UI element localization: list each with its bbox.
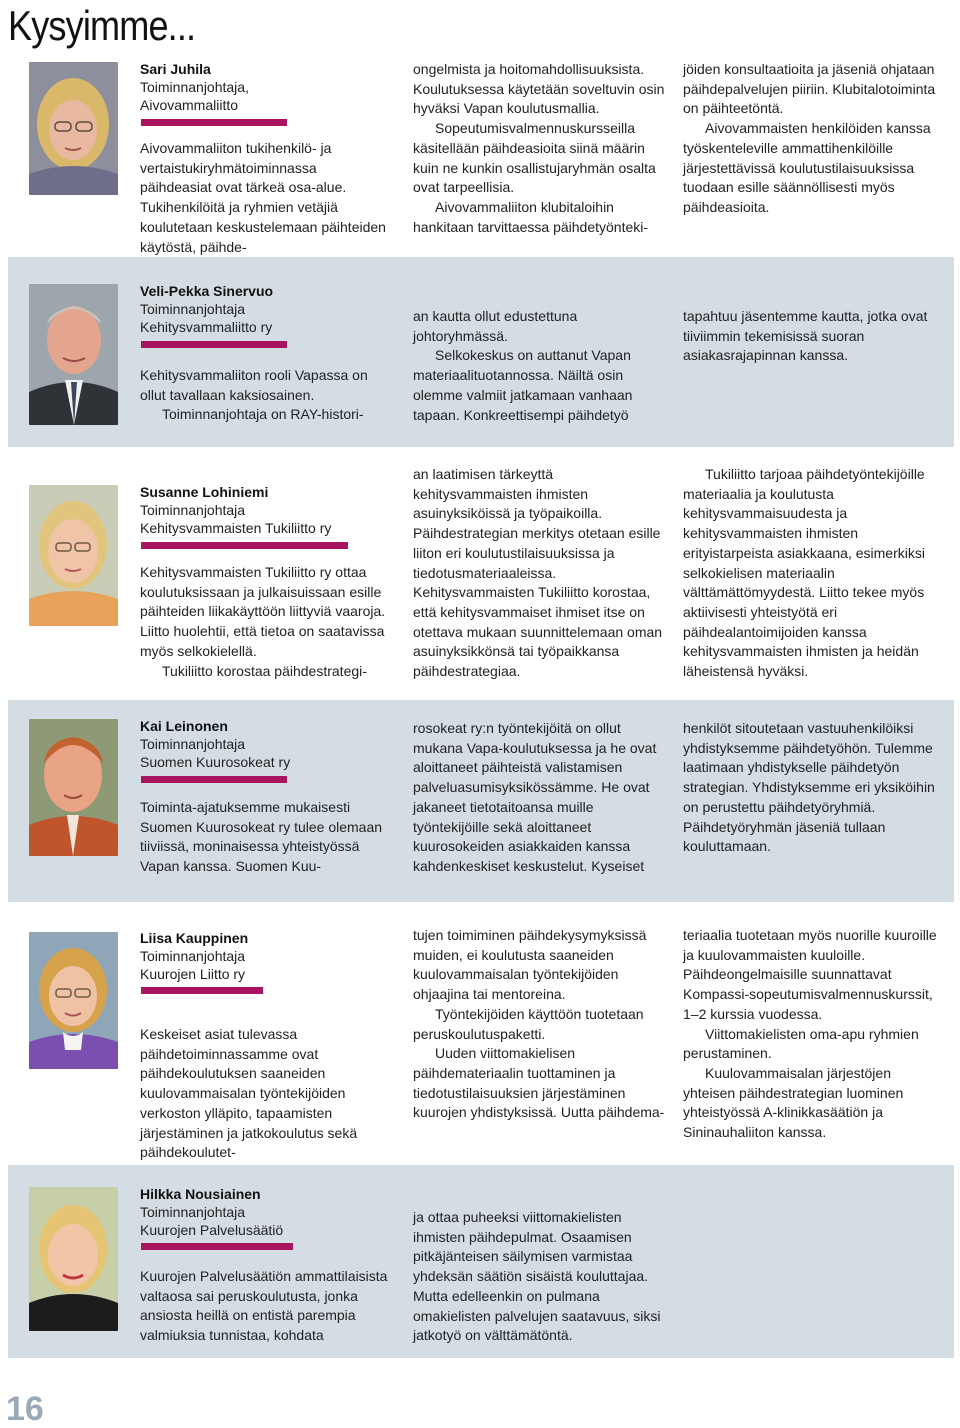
person-organization: Kuurojen Palvelusäätiö [140,1222,284,1238]
person-organization: Aivovammaliitto [140,97,239,113]
text-column-1 [140,366,392,425]
person-name: Kai Leinonen [140,718,228,734]
person-organization: Kehitysvammaisten Tukiliitto ry [140,520,332,536]
text-column-1 [140,1267,392,1346]
person-name: Hilkka Nousiainen [140,1186,261,1202]
interview-panel [8,257,954,447]
text-column-2 [413,1208,665,1346]
text-column-2 [413,926,665,1123]
paragraph: Työntekijöiden käyttöön tuotetaan peruskoulutuspaketti. [413,1005,644,1042]
text-column-1 [140,563,392,681]
accent-bar [141,119,287,126]
interview-panel [8,913,954,1161]
portrait-photo [29,719,118,856]
paragraph: an laatimisen tärkeyttä kehitysvammaisten ihmisten asuinyksiköissä ja työpaikoilla. Päihdestrategian merkitys otetaan esille liiton eri koulutustilaisuuksissa ja tiedotusmateriaaleissa. Kehitysvammaisten Tukiliitto korostaa, että kehitysvammaiset ihmiset itse on otettava mukaan suunnittelemaan oman asuinyksikkönsä tai työpaikkansa päihdestrategiaa. [413,466,663,680]
person-name: Sari Juhila [140,61,211,77]
paragraph: jöiden konsultaatioita ja jäseniä ohjataan päihdepalvelujen piiriin. Klubitalotoiminta on päihteetöntä. [683,61,936,117]
portrait-photo [29,932,118,1069]
interview-panel [8,1165,954,1358]
page-title: Kysyimme... [8,2,196,49]
paragraph: henkilöt sitoutetaan vastuuhenkilöiksi yhdistyksemme päihdetyöhön. Tulemme laatimaan yhdistykselle päihdetyön strategian. Yhdistyksemme eri yksiköihin on perustettu päihdetyöryhmiä. Päihdetyöryhmän jäseniä tullaan kouluttamaan. [683,720,935,855]
person-organization: Kuurojen Liitto ry [140,966,246,982]
person-role: Toiminnanjohtaja [140,502,246,518]
paragraph: an kautta ollut edustettuna johtoryhmässä. [413,308,578,344]
person-name: Veli-Pekka Sinervuo [140,283,274,299]
paragraph: tujen toimiminen päihdekysymyksissä muiden, ei koulutusta saaneiden kuulovammaisalan työntekijöiden ohjaajina tai mentoreina. [413,927,647,1003]
paragraph: rosokeat ry:n työntekijöitä on ollut mukana Vapa-koulutuksessa ja he ovat aloittaneet päihteistä valistamisen palveluasumisyksikössämme. He ovat jakaneet tietotaitoansa muille työntekijöille sekä aloittaneet kuurosokeiden asiakkaiden kanssa kahdenkeskiset keskustelut. Kyseiset [413,720,657,874]
text-column-2 [413,307,665,425]
person-role: Toiminnanjohtaja [140,301,246,317]
text-column-3 [683,926,945,1143]
paragraph: Kehitysvammaliiton rooli Vapassa on ollut tavallaan kaksiosainen. [140,367,368,403]
accent-bar [141,542,348,549]
text-column-3 [683,307,945,366]
text-column-2 [413,60,665,237]
portrait-photo [29,485,118,626]
paragraph: Viittomakielisten oma-apu ryhmien perustaminen. [683,1025,919,1062]
paragraph: Kuurojen Palvelusäätiön ammattilaisista valtaosa sai peruskoulutusta, jonka ansiosta heillä on entistä parempia valmiuksia tunnistaa, kohdata [140,1268,388,1344]
text-column-2 [413,719,665,877]
interview-panel [8,460,954,690]
portrait-photo [29,1187,118,1331]
paragraph: Kuulovammaisalan järjestöjen yhteisen päihdestrategian luominen yhteistyössä A-klinikkasäätiön ja Sininauhaliiton kanssa. [683,1064,904,1141]
paragraph: Aivovammaliiton klubitaloihin hankitaan tarvittaessa päihdetyönteki- [413,198,649,235]
paragraph: Toiminta-ajatuksemme mukaisesti Suomen Kuurosokeat ry tulee olemaan tiiviissä, moninaisessa yhteistyössä Vapan kanssa. Suomen Kuu- [140,799,383,875]
text-column-1 [140,139,392,257]
person-role: Toiminnanjohtaja [140,736,246,752]
paragraph: Sopeutumisvalmennuskursseilla käsitellään päihdeasioita siinä määrin kuin ne kunkin osallistujaryhmän osalta ovat tarpeellisia. [413,120,656,196]
paragraph: Tukiliitto tarjoaa päihdetyöntekijöille materiaalia ja koulutusta kehitysvammaisuudesta ja kehitysvammaisten ihmisten erityistarpeista asiakkaana, esimerkiksi selkokielisen materiaalin välttämättömyydestä. Liitto tekee myös aktiivisesti yhteistyötä eri päihdealantoimijoiden kanssa kehitysvammaisten ihmisten ja heidän läheistensä hyväksi. [683,466,925,680]
person-role: Toiminnanjohtaja [140,1204,246,1220]
text-column-1 [140,798,392,877]
page-number: 16 [6,1390,44,1428]
person-name: Liisa Kauppinen [140,930,249,946]
paragraph: ja ottaa puheeksi viittomakielisten ihmisten päihdepulmat. Osaamisen pitkäjänteisen säilymisen varmistaa yhdeksän säätiön sisäistä kouluttajaa. Mutta edelleenkin on pulmana omakielisten palvelujen saatavuus, siksi jatkotyö on välttämätöntä. [413,1209,661,1344]
person-name: Susanne Lohiniemi [140,484,269,500]
paragraph: Selkokeskus on auttanut Vapan materiaalituotannossa. Näiltä osin olemme valmiit jatkamaan vanhaan tapaan. Konkreettisempi päihdetyö [413,347,633,423]
text-column-1 [140,1025,392,1163]
person-role: Toiminnanjohtaja, [140,79,249,95]
person-organization: Kehitysvammaliitto ry [140,319,273,335]
paragraph: tapahtuu jäsentemme kautta, jotka ovat tiiviimmin tekemisissä suoran asiakasrajapinnan kanssa. [683,308,928,364]
person-organization: Suomen Kuurosokeat ry [140,754,291,770]
paragraph: Kehitysvammaisten Tukiliitto ry ottaa koulutuksissaan ja julkaisuissaan esille päihteiden liikakäyttöön liittyviä vaaroja. Liitto huolehtii, että tietoa on saatavissa myös selkokielellä. [140,564,386,659]
text-column-3 [683,465,945,682]
paragraph: Toiminnanjohtaja on RAY-histori- [162,406,364,423]
paragraph: ongelmista ja hoitomahdollisuuksista. Koulutuksessa käytetään soveltuvin osin hyväksi Vapan koulutusmallia. [413,61,665,117]
interview-panel [8,46,954,255]
accent-bar [141,341,287,348]
paragraph: Aivovammaisten henkilöiden kanssa työskenteleville ammattihenkilöille järjestettävissä koulutustilaisuuksissa tuodaan esille säännöllisesti myös päihdeasioita. [683,120,931,215]
paragraph: teriaalia tuotetaan myös nuorille kuuroille ja kuulovammaisten kuuloille. Päihdeongelmaisille suunnattavat Kompassi-sopeutumisvalmennuskurssit, 1–2 kurssia vuodessa. [683,927,937,1022]
paragraph: Tukiliitto korostaa päihdestrategi- [162,662,367,679]
portrait-photo [29,284,118,425]
person-role: Toiminnanjohtaja [140,948,246,964]
accent-bar [141,987,263,994]
paragraph: Uuden viittomakielisen päihdemateriaalin tuottaminen ja tiedotustilaisuuksien järjestäminen kuurojen yhdistyksissä. Uutta päihdema- [413,1045,665,1121]
text-column-3 [683,719,945,857]
interview-panel [8,700,954,902]
paragraph: Keskeiset asiat tulevassa päihdetoiminnassamme ovat päihdekoulutuksen saaneiden kuulovammaisalan työntekijöiden verkoston ylläpito, tapaamisten järjestäminen ja jatkokoulutus sekä päihdekoulutet- [140,1026,358,1161]
accent-bar [141,776,287,783]
text-column-2 [413,465,665,682]
portrait-photo [29,62,118,195]
text-column-3 [683,60,945,218]
paragraph: Aivovammaliiton tukihenkilö- ja vertaistukiryhmätoiminnassa päihdeasiat ovat tärkeä osa-alue. Tukihenkilöitä ja ryhmien vetäjiä koulutetaan keskustelemaan päihteiden käytöstä, päihde- [140,140,386,255]
accent-bar [141,1243,293,1250]
